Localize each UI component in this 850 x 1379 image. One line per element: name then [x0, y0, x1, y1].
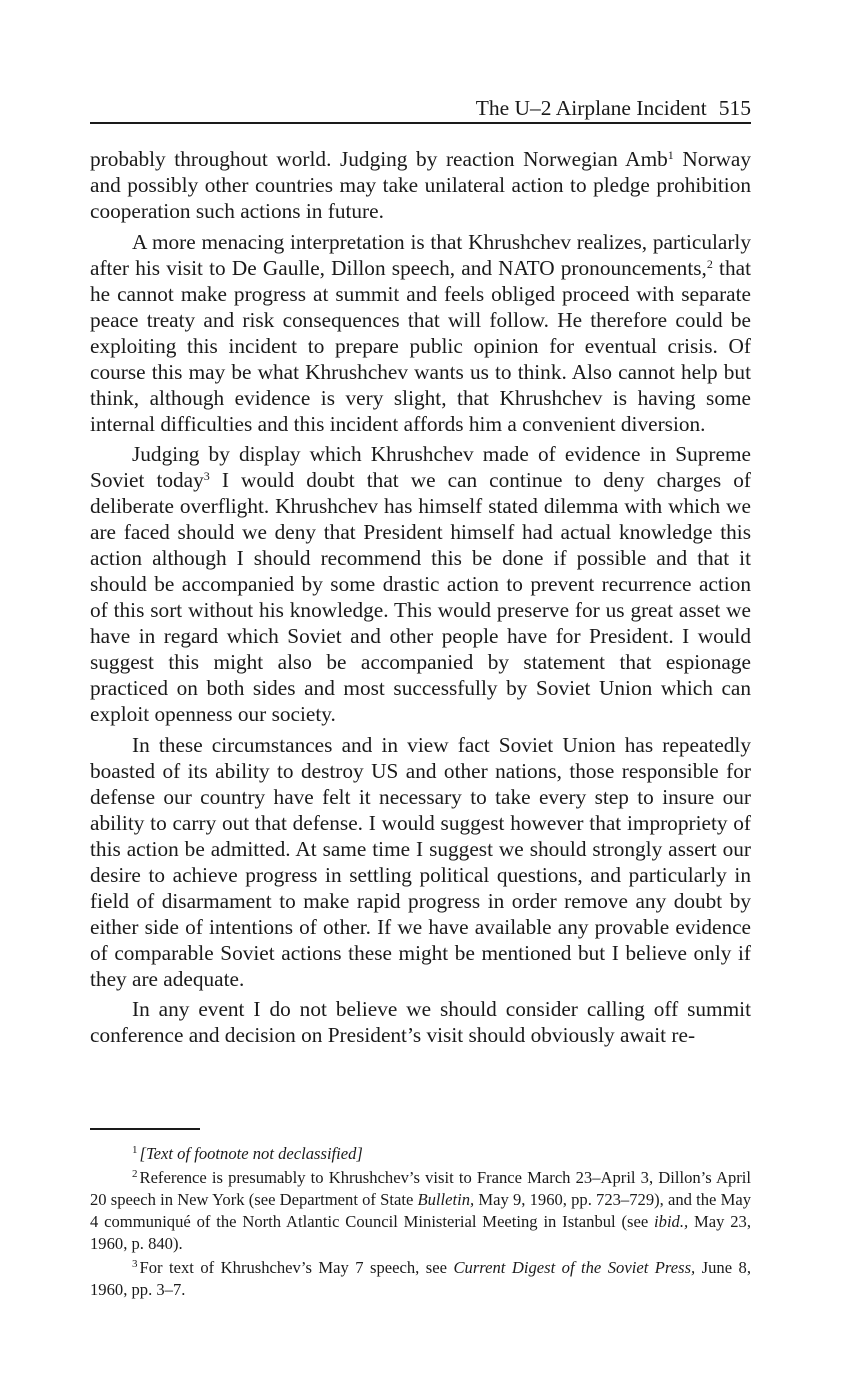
footnote-ref-2: 2 [706, 256, 713, 271]
body-text [90, 146, 751, 1053]
running-title: The U–2 Airplane Incident [475, 96, 707, 120]
paragraph-4: In these circumstances and in view fact Soviet Union has repeatedly boasted of its ability to destroy US and other nations, those responsible for defense our country have felt it necessary to take every step to insure our ability to carry out that defense. I would suggest however that impropriety of this action be admitted. At same time I suggest we should strongly assert our desire to achieve progress in settling political questions, and particularly in field of disarmament to make rapid progress in order remove any doubt by either side of intentions of other. If we have available any provable evidence of comparable Soviet actions these might be mentioned but I believe only if they are adequate. [90, 732, 751, 991]
footnote-rule [90, 1128, 200, 1130]
footnote-ref-3: 3 [203, 469, 210, 483]
footnote-ref-1: 1 [667, 148, 674, 162]
footnotes [90, 1143, 751, 1303]
paragraph-1: probably throughout world. Judging by reaction Norwegian Amb$^1$ Norway and possibly other countries may take unilateral action to pledge prohibition cooperation such actions in future. [90, 147, 751, 223]
footnote-2: $^2$ Reference is presumably to Khrushchev’s visit to France March 23–April 3, Dillon’s April 20 speech in New York (see Department of State Bulletin, May 9, 1960, pp. 723–729), and the May 4 communiqué of the North Atlantic Council Ministerial Meeting in Istanbul (see ibid., May 23, 1960, p. 840). [90, 1168, 751, 1253]
footnote-3: $^3$ For text of Khrushchev’s May 7 speech, see Current Digest of the Soviet Press, June 8, 1960, pp. 3–7. [90, 1258, 751, 1299]
paragraph-3: Judging by display which Khrushchev made of evidence in Supreme Soviet today$^3$ I would doubt that we can continue to deny charges of deliberate overflight. Khrushchev has himself stated dilemma with which we are faced should we deny that President himself had actual knowledge this action although I should recommend this be done if possible and that it should be accompanied by some drastic action to prevent recurrence action of this sort without his knowledge. This would preserve for us great asset we have in regard which Soviet and other people have for President. I would suggest this might also be accompanied by statement that espionage practiced on both sides and most successfully by Soviet Union which can exploit openness our society. [90, 442, 751, 726]
paragraph-5: In any event I do not believe we should consider calling off summit conference and decision on President’s visit should obviously await re- [90, 997, 751, 1047]
page-number: 515 [718, 96, 751, 120]
header-rule [90, 122, 751, 124]
footnote-1: $^1$ [Text of footnote not declassified] [132, 1144, 363, 1163]
paragraph-2: A more menacing interpretation is that Khrushchev realizes, particularly after his visit to De Gaulle, Dillon speech, and NATO pronouncements,$^2$ that he cannot make progress at summit and feels obliged proceed with separate peace treaty and risk consequences that will follow. He therefore could be exploiting this incident to prepare public opinion for eventual crisis. Of course this may be what Khrushchev wants us to think. Also cannot help but think, although evidence is very slight, that Khrushchev is having some internal difficulties and this incident affords him a convenient diversion. [90, 229, 751, 436]
running-header [90, 94, 751, 122]
